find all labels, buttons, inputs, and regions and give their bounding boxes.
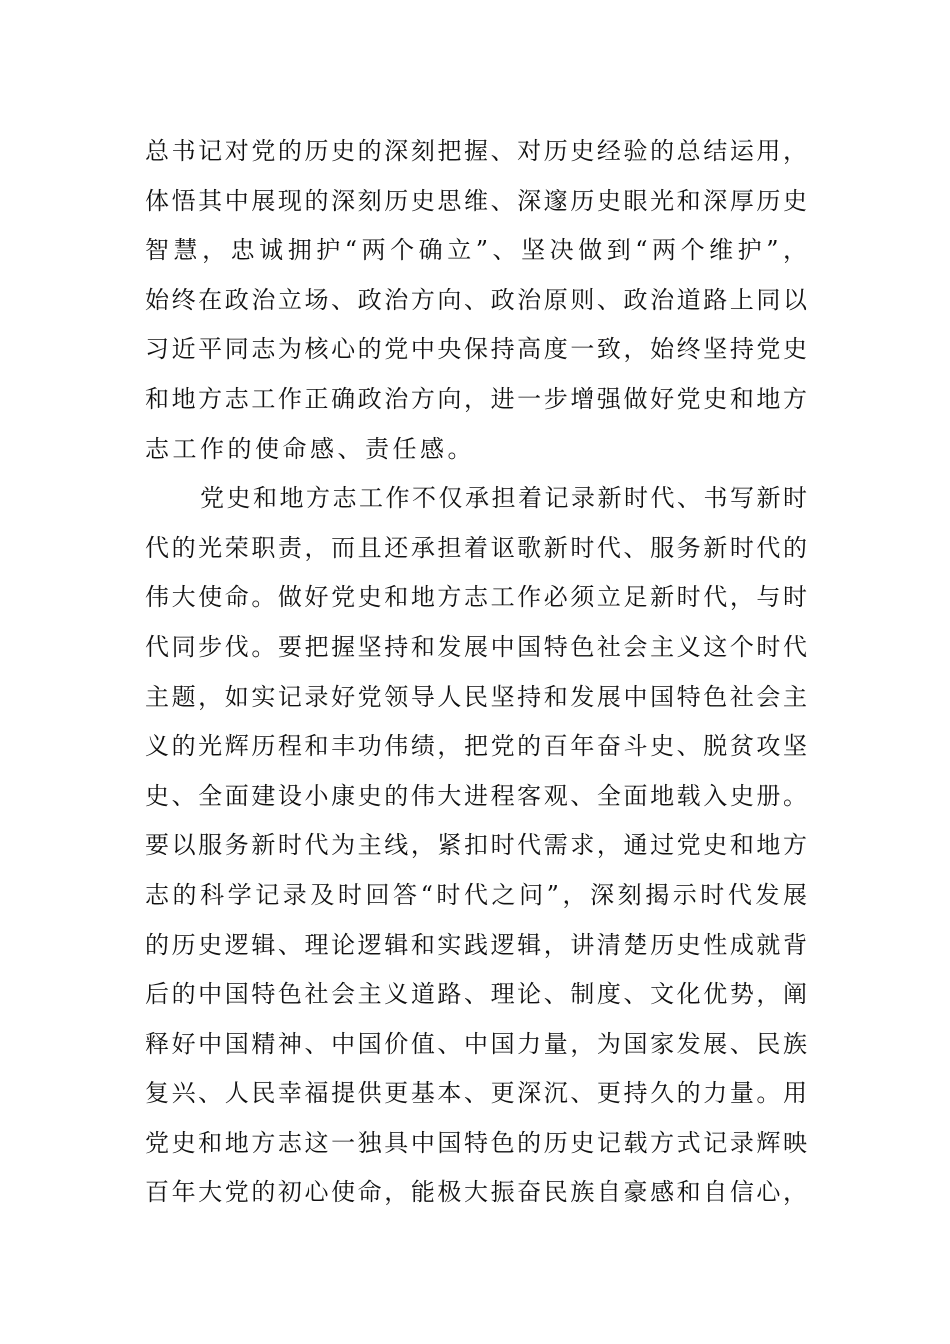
document-body xyxy=(145,127,807,1218)
paragraph-2-line: 党史和地方志工作不仅承担着记录新时代、书写新时 xyxy=(200,484,807,513)
paragraph-2-line: 要以服务新时代为主线，紧扣时代需求，通过党史和地方 xyxy=(145,831,807,860)
paragraph-2-line: 的历史逻辑、理论逻辑和实践逻辑，讲清楚历史性成就背 xyxy=(145,930,807,959)
paragraph-1-line: 总书记对党的历史的深刻把握、对历史经验的总结运用， xyxy=(145,137,807,165)
paragraph-1-line: 和地方志工作正确政治方向，进一步增强做好党史和地方 xyxy=(145,384,807,413)
paragraph-2-line: 代的光荣职责，而且还承担着讴歌新时代、服务新时代的 xyxy=(145,533,807,562)
paragraph-2-line: 史、全面建设小康史的伟大进程客观、全面地载入史册。 xyxy=(145,781,807,810)
paragraph-1-line: 智慧，忠诚拥护“两个确立”、坚决做到“两个维护”， xyxy=(145,236,807,265)
paragraph-2-line: 主题，如实记录好党领导人民坚持和发展中国特色社会主 xyxy=(145,682,807,711)
paragraph-2-line: 党史和地方志这一独具中国特色的历史记载方式记录辉映 xyxy=(145,1128,807,1157)
paragraph-2-line: 百年大党的初心使命，能极大振奋民族自豪感和自信心， xyxy=(145,1178,807,1207)
paragraph-2-line: 释好中国精神、中国价值、中国力量，为国家发展、民族 xyxy=(145,1029,807,1058)
paragraph-2-line: 志的科学记录及时回答“时代之问”，深刻揭示时代发展 xyxy=(145,880,807,909)
paragraph-2-line: 伟大使命。做好党史和地方志工作必须立足新时代，与时 xyxy=(145,583,807,612)
paragraph-1-line: 体悟其中展现的深刻历史思维、深邃历史眼光和深厚历史 xyxy=(145,186,807,215)
paragraph-2-line: 代同步伐。要把握坚持和发展中国特色社会主义这个时代 xyxy=(145,632,807,661)
paragraph-2-line: 义的光辉历程和丰功伟绩，把党的百年奋斗史、脱贫攻坚 xyxy=(145,732,807,761)
paragraph-1-line: 习近平同志为核心的党中央保持高度一致，始终坚持党史 xyxy=(145,335,807,364)
paragraph-1-line: 志工作的使命感、责任感。 xyxy=(145,434,475,463)
paragraph-1-line: 始终在政治立场、政治方向、政治原则、政治道路上同以 xyxy=(145,285,807,314)
paragraph-2-line: 后的中国特色社会主义道路、理论、制度、文化优势，阐 xyxy=(145,980,807,1009)
paragraph-2-line: 复兴、人民幸福提供更基本、更深沉、更持久的力量。用 xyxy=(145,1079,807,1108)
